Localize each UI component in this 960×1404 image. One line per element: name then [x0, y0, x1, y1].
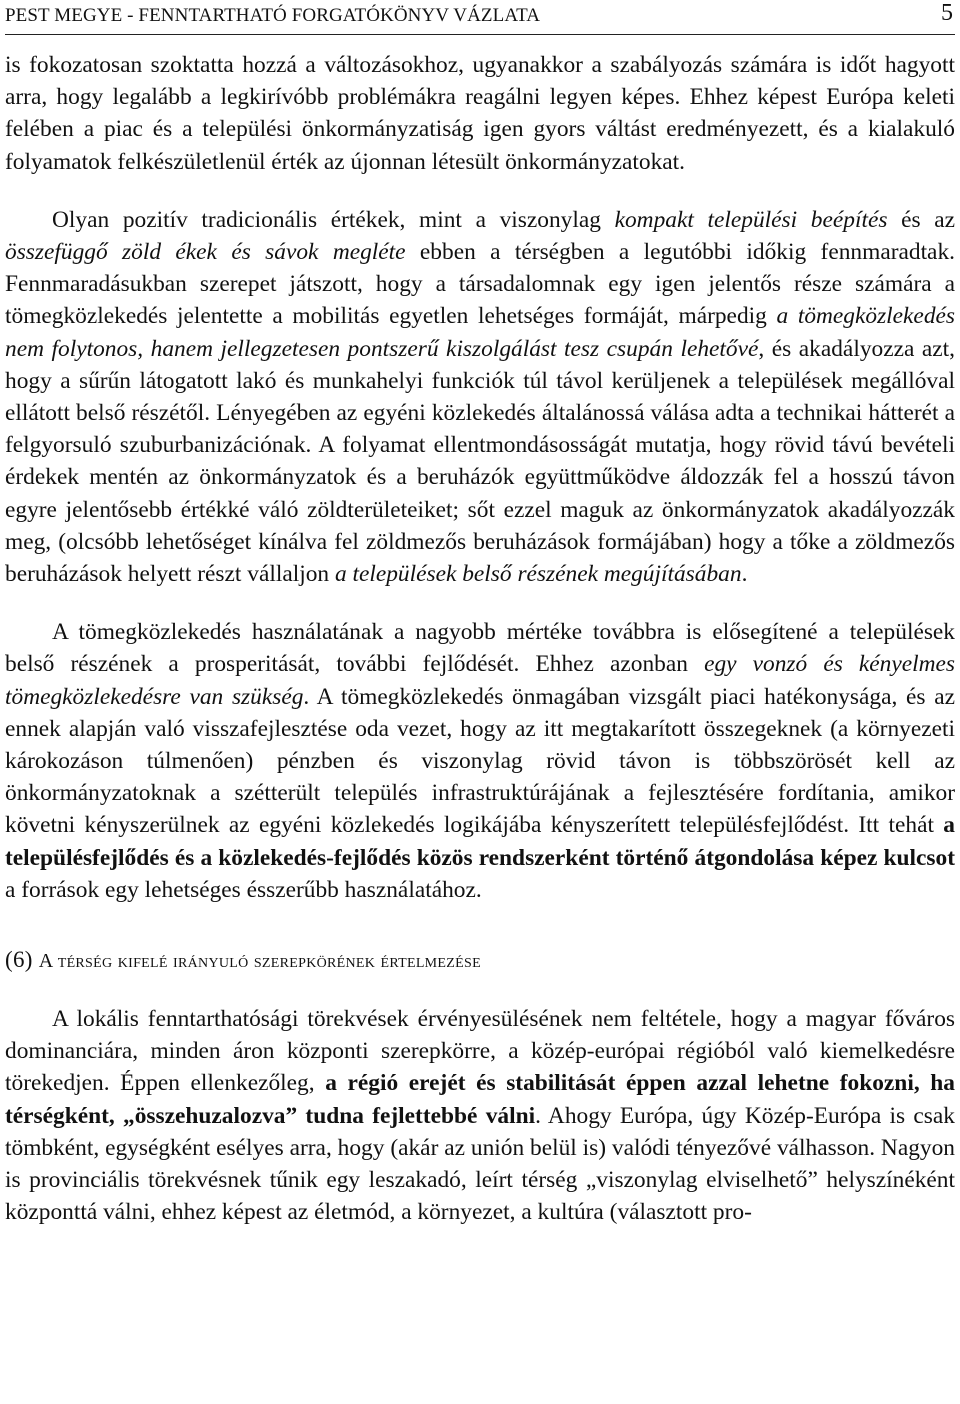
paragraph-2 [5, 204, 955, 590]
text-run: A tömegközlekedés használatának a nagyobb mértéke továbbra is elősegítené a települések belső részének a prosperitását, további fejlődését. Ehhez azonban [5, 619, 955, 678]
text-run: . [741, 561, 748, 588]
bold-phrase: a régió erejét és stabilitását éppen azzal lehetne fokozni, ha térségként, „összehuzalozva” tudna fejlettebbé válni [5, 1070, 955, 1129]
section-heading [5, 946, 955, 975]
text-run: A lokális fenntarthatósági törekvések érvényesülésének nem feltétele, hogy a magyar főváros dominanciára, minden áron központi szerepkörre, a közép-európai régióból való kiemelkedésre törekedjen. Éppen ellenkezőleg, [5, 1006, 955, 1097]
section-number: (6) [5, 947, 39, 973]
text-run: Olyan pozitív tradicionális értékek, mint a viszonylag [52, 206, 615, 233]
page-body [5, 49, 955, 1229]
text-run: . A tömegközlekedés önmagában vizsgált piaci hatékonysága, és az ennek alapján való visszafejlesztése oda vezet, hogy az itt megtakarított összegeknek (a környezeti károkozáson túlmenően) pénzben és viszonylag rövid távon is többszörösét kell az önkormányzatoknak a szétterült település infrastruktúrájának a fejlesztésére fordítania, amikor követni kényszerülnek az egyéni közlekedés logikájába kényszerített településfejlődést. Itt tehát [5, 683, 955, 839]
page-number: 5 [941, 0, 953, 26]
text-run: is fokozatosan szoktatta hozzá a változásokhoz, ugyanakkor a szabályozás számára is időt hagyott arra, hogy legalább a legkirívóbb problémákra reagálni legyen képes. Ehhez képest Európa keleti felében a piac és a települési önkormányzatiság igen gyors váltást eredményezett, és a kialakuló folyamatok felkészületlenül érték az újonnan létesült önkormányzatokat. [5, 52, 955, 175]
italic-phrase: kompakt települési beépítés [614, 206, 888, 233]
italic-phrase: összefüggő zöld ékek és sávok megléte [5, 239, 406, 266]
paragraph-1 [5, 49, 955, 178]
text-run: . Ahogy Európa, úgy Közép-Európa is csak tömbként, egységként esélyes arra, hogy (akár az unión belül is) valódi tényezővé válhasson. Nagyon is provinciális törekvésnek tűnik egy leszakadó, leírt térség „viszonylag elviselhető” helyszínéként központtá válni, ehhez képest az életmód, a környezet, a kultúra (választott pro- [5, 1102, 955, 1226]
italic-phrase: a települések belső részének megújításában [334, 561, 742, 588]
paragraph-3 [5, 616, 955, 906]
text-run: a források egy lehetséges ésszerűbb használatához. [5, 876, 482, 903]
running-title: PEST MEGYE - FENNTARTHATÓ FORGATÓKÖNYV VÁZLATA [5, 5, 541, 26]
text-run: , és akadályozza azt, hogy a sűrűn látogatott lakó és munkahelyi funkciók túl távol kerüljenek a települések megállóval ellátott belső részétől. Lényegében az egyéni közlekedés általánossá válása adta a technikai hátterét a felgyorsuló szuburbanizációnak. A folyamat ellentmondásosságát mutatja, hogy rövid távú bevételi érdekek mentén az önkormányzatok és a beruházók együttműködve áldozzák fel a hosszú távon egyre jelentősebb értékké váló zöldterületeiket; sőt ezzel maguk az önkormányzatok akadályozzák meg, (olcsóbb lehetőséget kínálva fel zöldmezős beruházások formájában) hogy a tőke a zöldmezős beruházások helyett részt vállaljon [5, 335, 955, 588]
paragraph-4 [5, 1003, 955, 1228]
italic-phrase: a tömegközlekedés nem folytonos, hanem jellegzetesen pontszerű kiszolgálást tesz csupán lehetővé [5, 303, 955, 362]
bold-phrase: a településfejlődés és a közlekedés-fejlődés közös rendszerként történő átgondolása képez kulcsot [5, 812, 955, 871]
page-header [5, 0, 955, 35]
section-title: A térség kifelé irányuló szerepkörének értelmezése [38, 950, 481, 973]
text-run: ebben a térségben a legutóbbi időkig fennmaradtak. Fennmaradásukban szerepet játszott, hogy a társadalomnak egy igen jelentős része számára a tömegközlekedés jelentette a mobilitás egyetlen lehetséges formáját, márpedig [5, 239, 955, 330]
italic-phrase: egy vonzó és kényelmes tömegközlekedésre van szükség [5, 651, 956, 710]
text-run: és az [887, 206, 955, 233]
